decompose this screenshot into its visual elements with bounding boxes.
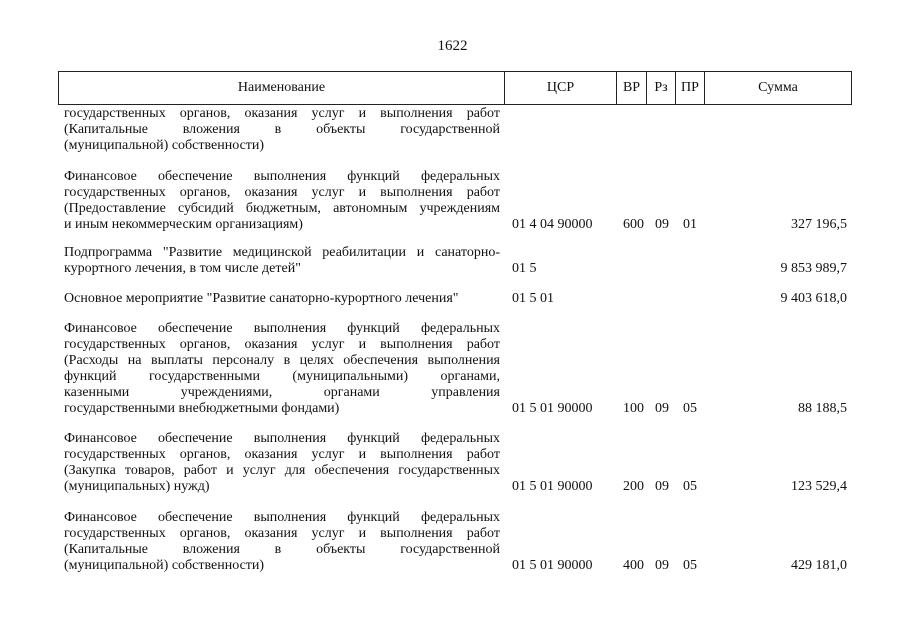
row-name [64, 291, 500, 307]
row-name-line: и иным некоммерческим организациям) [64, 217, 303, 232]
row-vr: 400 [623, 558, 644, 573]
row-name-line: Финансовое обеспечение выполнения функций федеральных [64, 321, 500, 336]
row-csr: 01 5 01 90000 [512, 401, 593, 416]
row-name-line: казенными учреждениями, органами управления [64, 385, 500, 400]
row-sum: 429 181,0 [791, 558, 847, 573]
table-row [0, 431, 905, 495]
row-name-line: Основное мероприятие "Развитие санаторно-курортного лечения" [64, 291, 459, 306]
row-sum: 9 403 618,0 [780, 291, 847, 306]
row-rz: 09 [655, 558, 669, 573]
table-row [0, 169, 905, 233]
row-name [64, 169, 500, 233]
header-sum: Сумма [758, 80, 798, 95]
table-row [0, 106, 905, 154]
row-name-line: курортного лечения, в том числе детей" [64, 261, 301, 276]
row-csr: 01 5 01 90000 [512, 479, 593, 494]
header-csr: ЦСР [505, 72, 617, 104]
row-name-line: государственных органов, оказания услуг и выполнения работ [64, 447, 500, 462]
row-pr: 05 [683, 401, 697, 416]
row-name-line: (муниципальной) собственности) [64, 558, 265, 573]
row-vr: 200 [623, 479, 644, 494]
row-name-line: Подпрограмма "Развитие медицинской реабилитации и санаторно- [64, 245, 500, 260]
table-row [0, 245, 905, 277]
row-name-line: государственных органов, оказания услуг и выполнения работ [64, 337, 500, 352]
row-csr: 01 5 [512, 261, 537, 276]
header-name: Наименование [59, 72, 505, 104]
row-name [64, 510, 500, 574]
row-name-line: (муниципальной) собственности) [64, 138, 265, 153]
header-rz: Рз [647, 72, 676, 104]
row-rz: 09 [655, 401, 669, 416]
row-name-line: государственных органов, оказания услуг и выполнения работ [64, 526, 500, 541]
table-row [0, 321, 905, 417]
row-pr: 05 [683, 479, 697, 494]
row-name-line: государственных органов, оказания услуг и выполнения работ [64, 185, 500, 200]
row-name-line: (Капитальные вложения в объекты государственной [64, 542, 500, 557]
row-name-line: государственными внебюджетными фондами) [64, 401, 340, 416]
row-name-line: государственных органов, оказания услуг и выполнения работ [64, 106, 500, 121]
row-pr: 01 [683, 217, 697, 232]
row-name-line: Финансовое обеспечение выполнения функций федеральных [64, 169, 500, 184]
row-name-line: Финансовое обеспечение выполнения функций федеральных [64, 431, 500, 446]
row-pr: 05 [683, 558, 697, 573]
row-vr: 100 [623, 401, 644, 416]
row-vr: 600 [623, 217, 644, 232]
row-name [64, 431, 500, 495]
row-sum: 9 853 989,7 [780, 261, 847, 276]
row-name [64, 106, 500, 154]
table-row [0, 510, 905, 574]
row-name-line: функций государственными (муниципальными) органами, [64, 369, 500, 384]
row-sum: 327 196,5 [791, 217, 847, 232]
row-name-line: (Капитальные вложения в объекты государственной [64, 122, 500, 137]
row-name-line: (Расходы на выплаты персоналу в целях обеспечения выполнения [64, 353, 500, 368]
row-rz: 09 [655, 217, 669, 232]
row-name-line: Финансовое обеспечение выполнения функций федеральных [64, 510, 500, 525]
row-name [64, 321, 500, 417]
row-name-line: (Предоставление субсидий бюджетным, автономным учреждениям [64, 201, 500, 216]
row-name-line: (Закупка товаров, работ и услуг для обеспечения государственных [64, 463, 500, 478]
page-number: 1622 [437, 38, 468, 54]
header-vr: ВР [617, 72, 647, 104]
row-csr: 01 5 01 90000 [512, 558, 593, 573]
table-row [0, 291, 905, 307]
row-sum: 123 529,4 [791, 479, 847, 494]
header-pr: ПР [676, 72, 705, 104]
row-name [64, 245, 500, 277]
row-csr: 01 5 01 [512, 291, 554, 306]
table-body [0, 106, 905, 574]
row-rz: 09 [655, 479, 669, 494]
row-name-line: (муниципальных) нужд) [64, 479, 210, 494]
row-csr: 01 4 04 90000 [512, 217, 593, 232]
table-header [58, 71, 852, 105]
row-sum: 88 188,5 [798, 401, 847, 416]
